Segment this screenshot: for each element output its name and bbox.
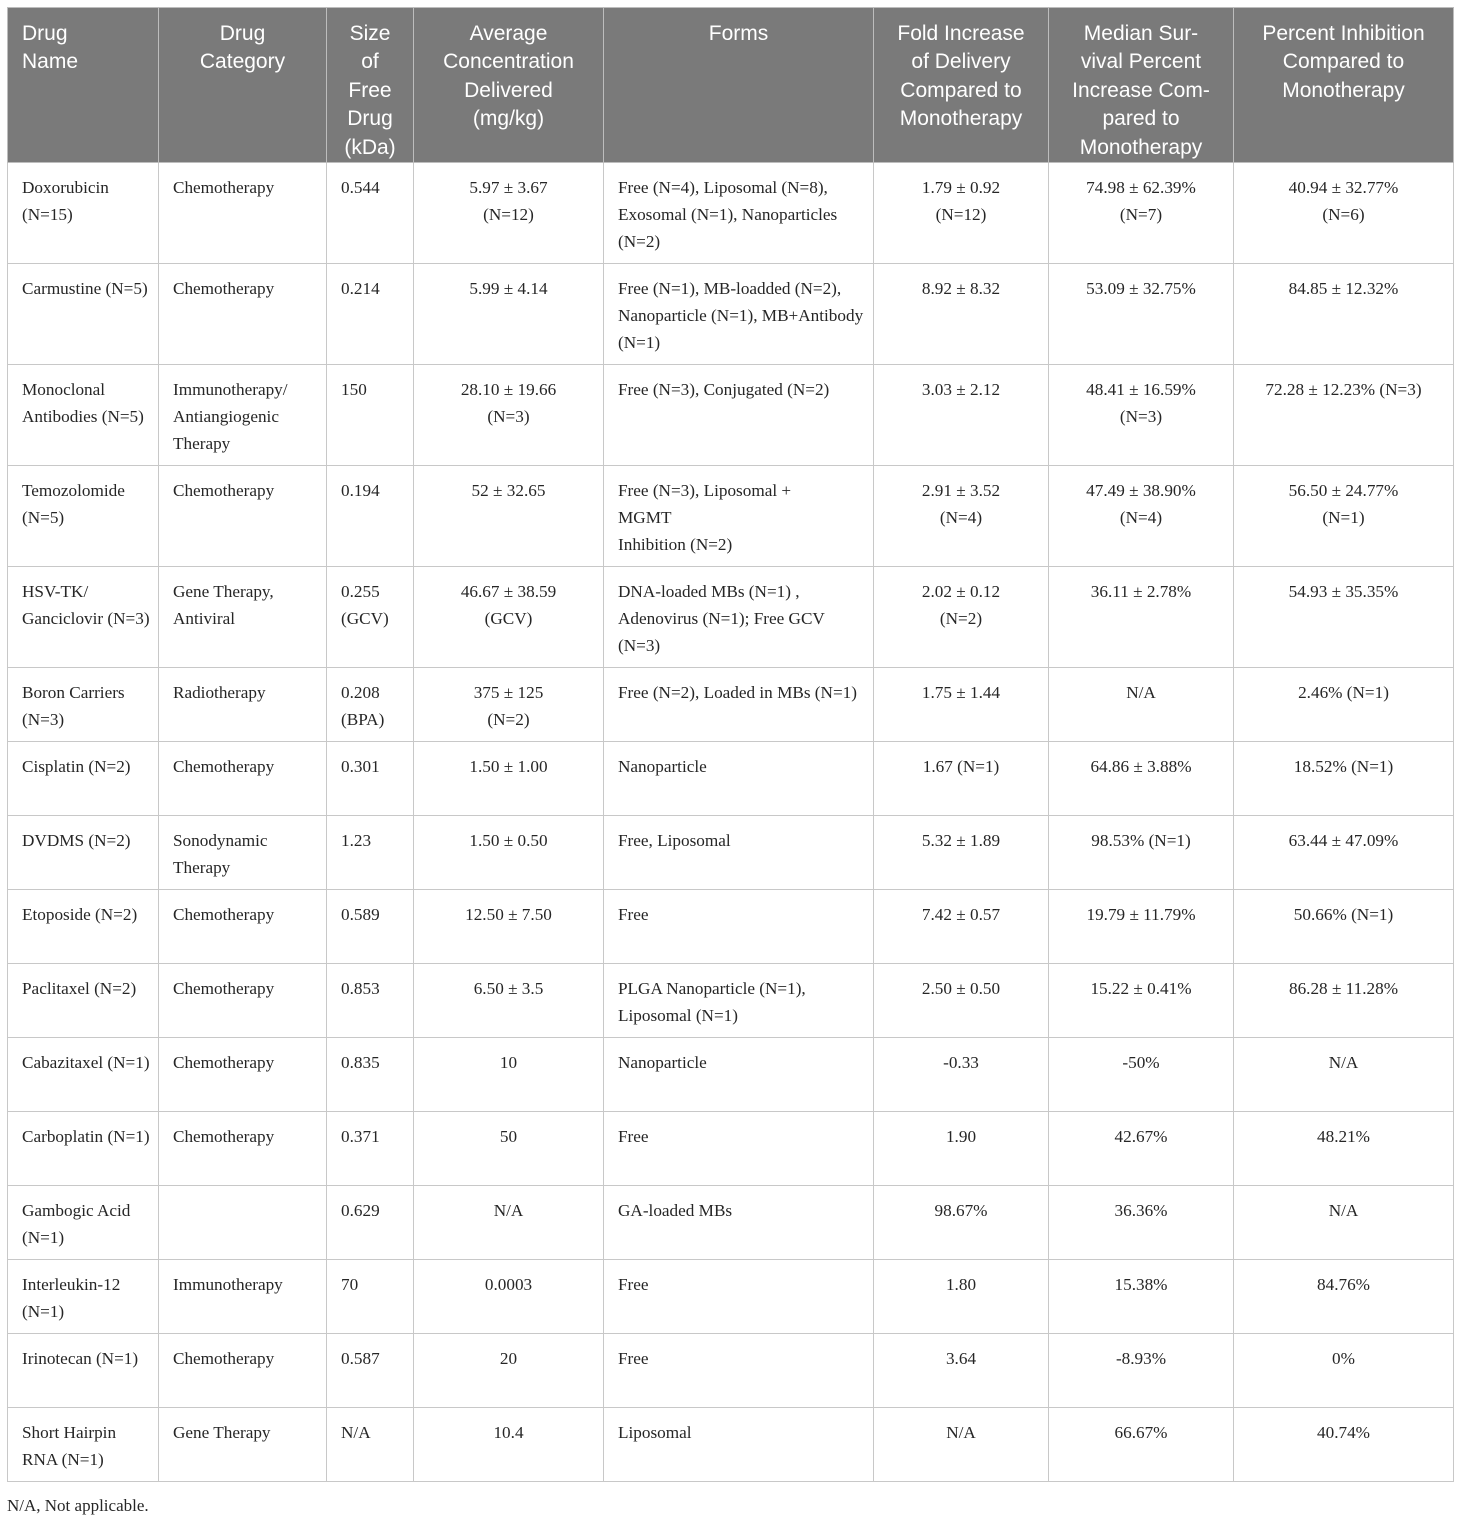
cell-size: 1.23 [327, 816, 414, 890]
cell-percent-inhibition: 84.76% [1234, 1260, 1454, 1334]
cell-fold-increase: 1.67 (N=1) [874, 742, 1049, 816]
cell-median-survival: 74.98 ± 62.39% (N=7) [1049, 163, 1234, 264]
cell-median-survival: 66.67% [1049, 1408, 1234, 1482]
cell-forms: Nanoparticle [604, 1038, 874, 1112]
cell-fold-increase: 2.91 ± 3.52 (N=4) [874, 466, 1049, 567]
cell-concentration: 10.4 [414, 1408, 604, 1482]
cell-drug-category: Sonodynamic Therapy [159, 816, 327, 890]
table-row [8, 365, 1454, 466]
header-forms: Forms [604, 8, 874, 163]
cell-size: 0.629 [327, 1186, 414, 1260]
cell-size: 0.214 [327, 264, 414, 365]
cell-forms: GA-loaded MBs [604, 1186, 874, 1260]
cell-percent-inhibition: 18.52% (N=1) [1234, 742, 1454, 816]
cell-median-survival: 42.67% [1049, 1112, 1234, 1186]
cell-fold-increase: 7.42 ± 0.57 [874, 890, 1049, 964]
cell-fold-increase: 1.75 ± 1.44 [874, 668, 1049, 742]
cell-forms: Free (N=2), Loaded in MBs (N=1) [604, 668, 874, 742]
cell-median-survival: 19.79 ± 11.79% [1049, 890, 1234, 964]
cell-drug-category: Immunotherapy/ Antiangiogenic Therapy [159, 365, 327, 466]
table-row [8, 1334, 1454, 1408]
table-row [8, 264, 1454, 365]
header-fold-increase: Fold Increase of Delivery Compared to Monotherapy [874, 8, 1049, 163]
cell-concentration: 375 ± 125 (N=2) [414, 668, 604, 742]
cell-size: 0.208 (BPA) [327, 668, 414, 742]
table-row [8, 163, 1454, 264]
cell-percent-inhibition: N/A [1234, 1186, 1454, 1260]
cell-fold-increase: 1.79 ± 0.92 (N=12) [874, 163, 1049, 264]
cell-fold-increase: 8.92 ± 8.32 [874, 264, 1049, 365]
cell-drug-name: Short Hairpin RNA (N=1) [8, 1408, 159, 1482]
cell-fold-increase: 2.02 ± 0.12 (N=2) [874, 567, 1049, 668]
cell-drug-name: Interleukin-12 (N=1) [8, 1260, 159, 1334]
cell-concentration: 12.50 ± 7.50 [414, 890, 604, 964]
cell-drug-name: DVDMS (N=2) [8, 816, 159, 890]
header-drug-category: Drug Category [159, 8, 327, 163]
cell-percent-inhibition: 40.74% [1234, 1408, 1454, 1482]
cell-forms: Free [604, 1112, 874, 1186]
cell-fold-increase: -0.33 [874, 1038, 1049, 1112]
cell-median-survival: 36.11 ± 2.78% [1049, 567, 1234, 668]
cell-size: 70 [327, 1260, 414, 1334]
cell-drug-name: Monoclonal Antibodies (N=5) [8, 365, 159, 466]
cell-drug-category: Radiotherapy [159, 668, 327, 742]
cell-percent-inhibition: 40.94 ± 32.77% (N=6) [1234, 163, 1454, 264]
cell-concentration: 50 [414, 1112, 604, 1186]
drug-delivery-table [7, 7, 1454, 1482]
cell-concentration: 1.50 ± 0.50 [414, 816, 604, 890]
cell-forms: Free (N=1), MB-loadded (N=2), Nanoparticle (N=1), MB+Antibody (N=1) [604, 264, 874, 365]
cell-percent-inhibition: 54.93 ± 35.35% [1234, 567, 1454, 668]
cell-percent-inhibition: 56.50 ± 24.77% (N=1) [1234, 466, 1454, 567]
cell-fold-increase: 3.03 ± 2.12 [874, 365, 1049, 466]
cell-size: 0.371 [327, 1112, 414, 1186]
table-row [8, 1186, 1454, 1260]
cell-fold-increase: 1.80 [874, 1260, 1049, 1334]
cell-concentration: 20 [414, 1334, 604, 1408]
cell-median-survival: 64.86 ± 3.88% [1049, 742, 1234, 816]
cell-drug-name: HSV-TK/ Ganciclovir (N=3) [8, 567, 159, 668]
header-median-survival: Median Sur- vival Percent Increase Com- pared to Monotherapy [1049, 8, 1234, 163]
cell-size: 0.853 [327, 964, 414, 1038]
cell-concentration: 5.97 ± 3.67 (N=12) [414, 163, 604, 264]
cell-drug-category: Chemotherapy [159, 964, 327, 1038]
cell-drug-category: Chemotherapy [159, 890, 327, 964]
cell-fold-increase: 5.32 ± 1.89 [874, 816, 1049, 890]
cell-drug-category: Immunotherapy [159, 1260, 327, 1334]
cell-size: 0.587 [327, 1334, 414, 1408]
cell-median-survival: 36.36% [1049, 1186, 1234, 1260]
cell-drug-name: Cabazitaxel (N=1) [8, 1038, 159, 1112]
cell-size: 0.835 [327, 1038, 414, 1112]
cell-size: 0.301 [327, 742, 414, 816]
cell-percent-inhibition: 63.44 ± 47.09% [1234, 816, 1454, 890]
cell-drug-category: Chemotherapy [159, 742, 327, 816]
cell-fold-increase: N/A [874, 1408, 1049, 1482]
cell-drug-name: Etoposide (N=2) [8, 890, 159, 964]
cell-fold-increase: 2.50 ± 0.50 [874, 964, 1049, 1038]
cell-forms: Free [604, 1334, 874, 1408]
cell-forms: Liposomal [604, 1408, 874, 1482]
table-footnote: N/A, Not applicable. [7, 1496, 149, 1515]
cell-concentration: 6.50 ± 3.5 [414, 964, 604, 1038]
cell-forms: Free (N=3), Conjugated (N=2) [604, 365, 874, 466]
cell-drug-name: Boron Carriers (N=3) [8, 668, 159, 742]
cell-drug-name: Gambogic Acid (N=1) [8, 1186, 159, 1260]
cell-drug-name: Temozolomide (N=5) [8, 466, 159, 567]
table-row [8, 567, 1454, 668]
cell-median-survival: 48.41 ± 16.59% (N=3) [1049, 365, 1234, 466]
cell-concentration: 5.99 ± 4.14 [414, 264, 604, 365]
cell-forms: Free (N=4), Liposomal (N=8), Exosomal (N=1), Nanoparticles (N=2) [604, 163, 874, 264]
cell-median-survival: 98.53% (N=1) [1049, 816, 1234, 890]
table-row [8, 964, 1454, 1038]
cell-drug-name: Paclitaxel (N=2) [8, 964, 159, 1038]
header-size-free-drug: Size of Free Drug (kDa) [327, 8, 414, 163]
cell-drug-category: Chemotherapy [159, 1334, 327, 1408]
cell-fold-increase: 3.64 [874, 1334, 1049, 1408]
cell-forms: Free (N=3), Liposomal + MGMT Inhibition (N=2) [604, 466, 874, 567]
cell-median-survival: -8.93% [1049, 1334, 1234, 1408]
cell-forms: Free, Liposomal [604, 816, 874, 890]
cell-median-survival: -50% [1049, 1038, 1234, 1112]
table-row [8, 1038, 1454, 1112]
cell-drug-category: Chemotherapy [159, 466, 327, 567]
cell-percent-inhibition: 86.28 ± 11.28% [1234, 964, 1454, 1038]
cell-median-survival: 15.22 ± 0.41% [1049, 964, 1234, 1038]
cell-drug-category: Chemotherapy [159, 264, 327, 365]
cell-forms: Free [604, 890, 874, 964]
cell-concentration: 10 [414, 1038, 604, 1112]
cell-fold-increase: 98.67% [874, 1186, 1049, 1260]
cell-size: N/A [327, 1408, 414, 1482]
cell-drug-name: Doxorubicin (N=15) [8, 163, 159, 264]
cell-drug-name: Carboplatin (N=1) [8, 1112, 159, 1186]
cell-drug-category [159, 1186, 327, 1260]
cell-median-survival: N/A [1049, 668, 1234, 742]
cell-size: 0.194 [327, 466, 414, 567]
table-row [8, 1408, 1454, 1482]
cell-percent-inhibition: 2.46% (N=1) [1234, 668, 1454, 742]
table-row [8, 1112, 1454, 1186]
header-percent-inhibition: Percent Inhibition Compared to Monotherapy [1234, 8, 1454, 163]
header-drug-name: Drug Name [8, 8, 159, 163]
cell-median-survival: 15.38% [1049, 1260, 1234, 1334]
cell-percent-inhibition: 0% [1234, 1334, 1454, 1408]
cell-concentration: 46.67 ± 38.59 (GCV) [414, 567, 604, 668]
cell-drug-name: Cisplatin (N=2) [8, 742, 159, 816]
table-row [8, 742, 1454, 816]
cell-percent-inhibition: 84.85 ± 12.32% [1234, 264, 1454, 365]
cell-drug-category: Chemotherapy [159, 1038, 327, 1112]
cell-drug-category: Gene Therapy [159, 1408, 327, 1482]
table-row [8, 816, 1454, 890]
header-average-concentration: Average Concentration Delivered (mg/kg) [414, 8, 604, 163]
cell-size: 150 [327, 365, 414, 466]
cell-percent-inhibition: N/A [1234, 1038, 1454, 1112]
cell-drug-category: Gene Therapy, Antiviral [159, 567, 327, 668]
table-row [8, 668, 1454, 742]
cell-drug-category: Chemotherapy [159, 163, 327, 264]
cell-concentration: 1.50 ± 1.00 [414, 742, 604, 816]
cell-concentration: 0.0003 [414, 1260, 604, 1334]
cell-percent-inhibition: 48.21% [1234, 1112, 1454, 1186]
cell-forms: PLGA Nanoparticle (N=1), Liposomal (N=1) [604, 964, 874, 1038]
table-body [8, 163, 1454, 1482]
cell-concentration: 28.10 ± 19.66 (N=3) [414, 365, 604, 466]
table-header [8, 8, 1454, 163]
cell-median-survival: 53.09 ± 32.75% [1049, 264, 1234, 365]
table-row [8, 466, 1454, 567]
cell-drug-category: Chemotherapy [159, 1112, 327, 1186]
cell-forms: DNA-loaded MBs (N=1) , Adenovirus (N=1); Free GCV (N=3) [604, 567, 874, 668]
cell-size: 0.589 [327, 890, 414, 964]
cell-drug-name: Irinotecan (N=1) [8, 1334, 159, 1408]
cell-concentration: 52 ± 32.65 [414, 466, 604, 567]
cell-drug-name: Carmustine (N=5) [8, 264, 159, 365]
cell-percent-inhibition: 72.28 ± 12.23% (N=3) [1234, 365, 1454, 466]
table-row [8, 1260, 1454, 1334]
cell-median-survival: 47.49 ± 38.90% (N=4) [1049, 466, 1234, 567]
cell-forms: Free [604, 1260, 874, 1334]
cell-forms: Nanoparticle [604, 742, 874, 816]
table-row [8, 890, 1454, 964]
cell-percent-inhibition: 50.66% (N=1) [1234, 890, 1454, 964]
cell-size: 0.255 (GCV) [327, 567, 414, 668]
cell-size: 0.544 [327, 163, 414, 264]
cell-concentration: N/A [414, 1186, 604, 1260]
cell-fold-increase: 1.90 [874, 1112, 1049, 1186]
